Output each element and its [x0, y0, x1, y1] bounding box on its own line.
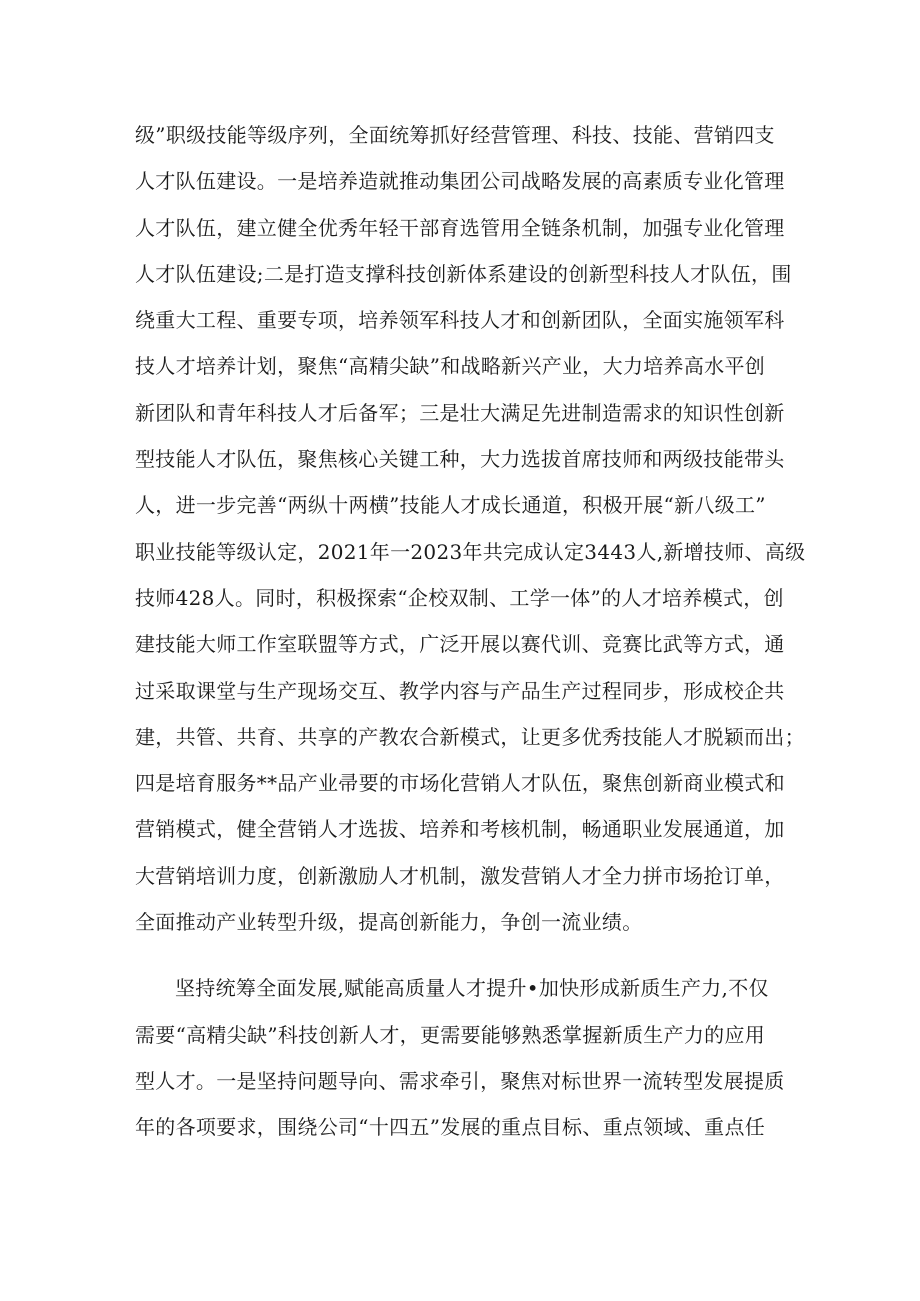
paragraph-2: [135, 965, 795, 1150]
paragraph-line: 人，进一步完善“两纵十两横”技能人才成长通道，积极开展“新八级工”: [135, 493, 766, 518]
paragraph-line: 级”职级技能等级序列，全面统筹抓好经营管理、科技、技能、营销四支: [135, 123, 775, 147]
paragraph-line: 坚持统筹全面发展,赋能高质量人才提升•加快形成新质生产力,不仅: [175, 976, 769, 1001]
body-text: [135, 112, 806, 1151]
paragraph-line: 新团队和青年科技人才后备军；三是壮大满足先进制造需求的知识性创新: [135, 400, 785, 425]
paragraph-line: 型人才。一是坚持问题导向、需求牵引，聚焦对标世界一流转型发展提质: [135, 1068, 785, 1093]
paragraph-line: 年的各项要求，围绕公司“十四五”发展的重点目标、重点领域、重点任: [135, 1115, 766, 1140]
paragraph-line: 职业技能等级认定，2021年一2023年共完成认定3443人,新增技师、高级: [135, 539, 806, 564]
paragraph-1: [135, 112, 806, 945]
paragraph-line: 绕重大工程、重要专项，培养领军科技人才和创新团队，全面实施领军科: [135, 308, 785, 333]
paragraph-line: 大营销培训力度，创新激励人才机制，激发营销人才全力拼市场抢订单，: [135, 863, 785, 888]
paragraph-line: 全面推动产业转型升级，提高创新能力，争创一流业绩。: [135, 910, 643, 935]
paragraph-line: 需要“高精尖缺”科技创新人才，更需要能够熟悉掌握新质生产力的应用: [135, 1022, 766, 1047]
paragraph-spacer: [135, 945, 795, 965]
paragraph-line: 建技能大师工作室联盟等方式，广泛开展以赛代训、竞赛比武等方式，通: [135, 632, 785, 657]
paragraph-line: 人才队伍，建立健全优秀年轻干部育选管用全链条机制，加强专业化管理: [135, 215, 785, 240]
paragraph-line: 四是培育服务**品产业帚要的市场化营销人才队伍，聚焦创新商业模式和: [135, 771, 785, 796]
paragraph-line: 型技能人才队伍，聚焦核心关键工种，大力选拔首席技师和两级技能带头: [135, 447, 785, 472]
paragraph-line: 技人才培养计划，聚焦“高精尖缺”和战略新兴产业，大力培养高水平创: [135, 354, 766, 379]
paragraph-line: 建，共管、共育、共享的产教农合新模式，让更多优秀技能人才脱颖而出；: [135, 724, 805, 749]
paragraph-line: 人才队伍建设;二是打造支撑科技创新体系建设的创新型科技人才队伍，围: [135, 261, 792, 286]
paragraph-line: 技师428人。同时，积极探索“企校双制、工学一体”的人才培养模式，创: [135, 585, 784, 610]
paragraph-line: 过采取课堂与生产现场交互、教学内容与产品生产过程同步，形成校企共: [135, 678, 785, 703]
paragraph-line: 营销模式，健全营销人才选拔、培养和考核机制，畅通职业发展通道，加: [135, 817, 785, 842]
paragraph-line: 人才队伍建设。一是培养造就推动集团公司战略发展的高素质专业化管理: [135, 169, 785, 194]
